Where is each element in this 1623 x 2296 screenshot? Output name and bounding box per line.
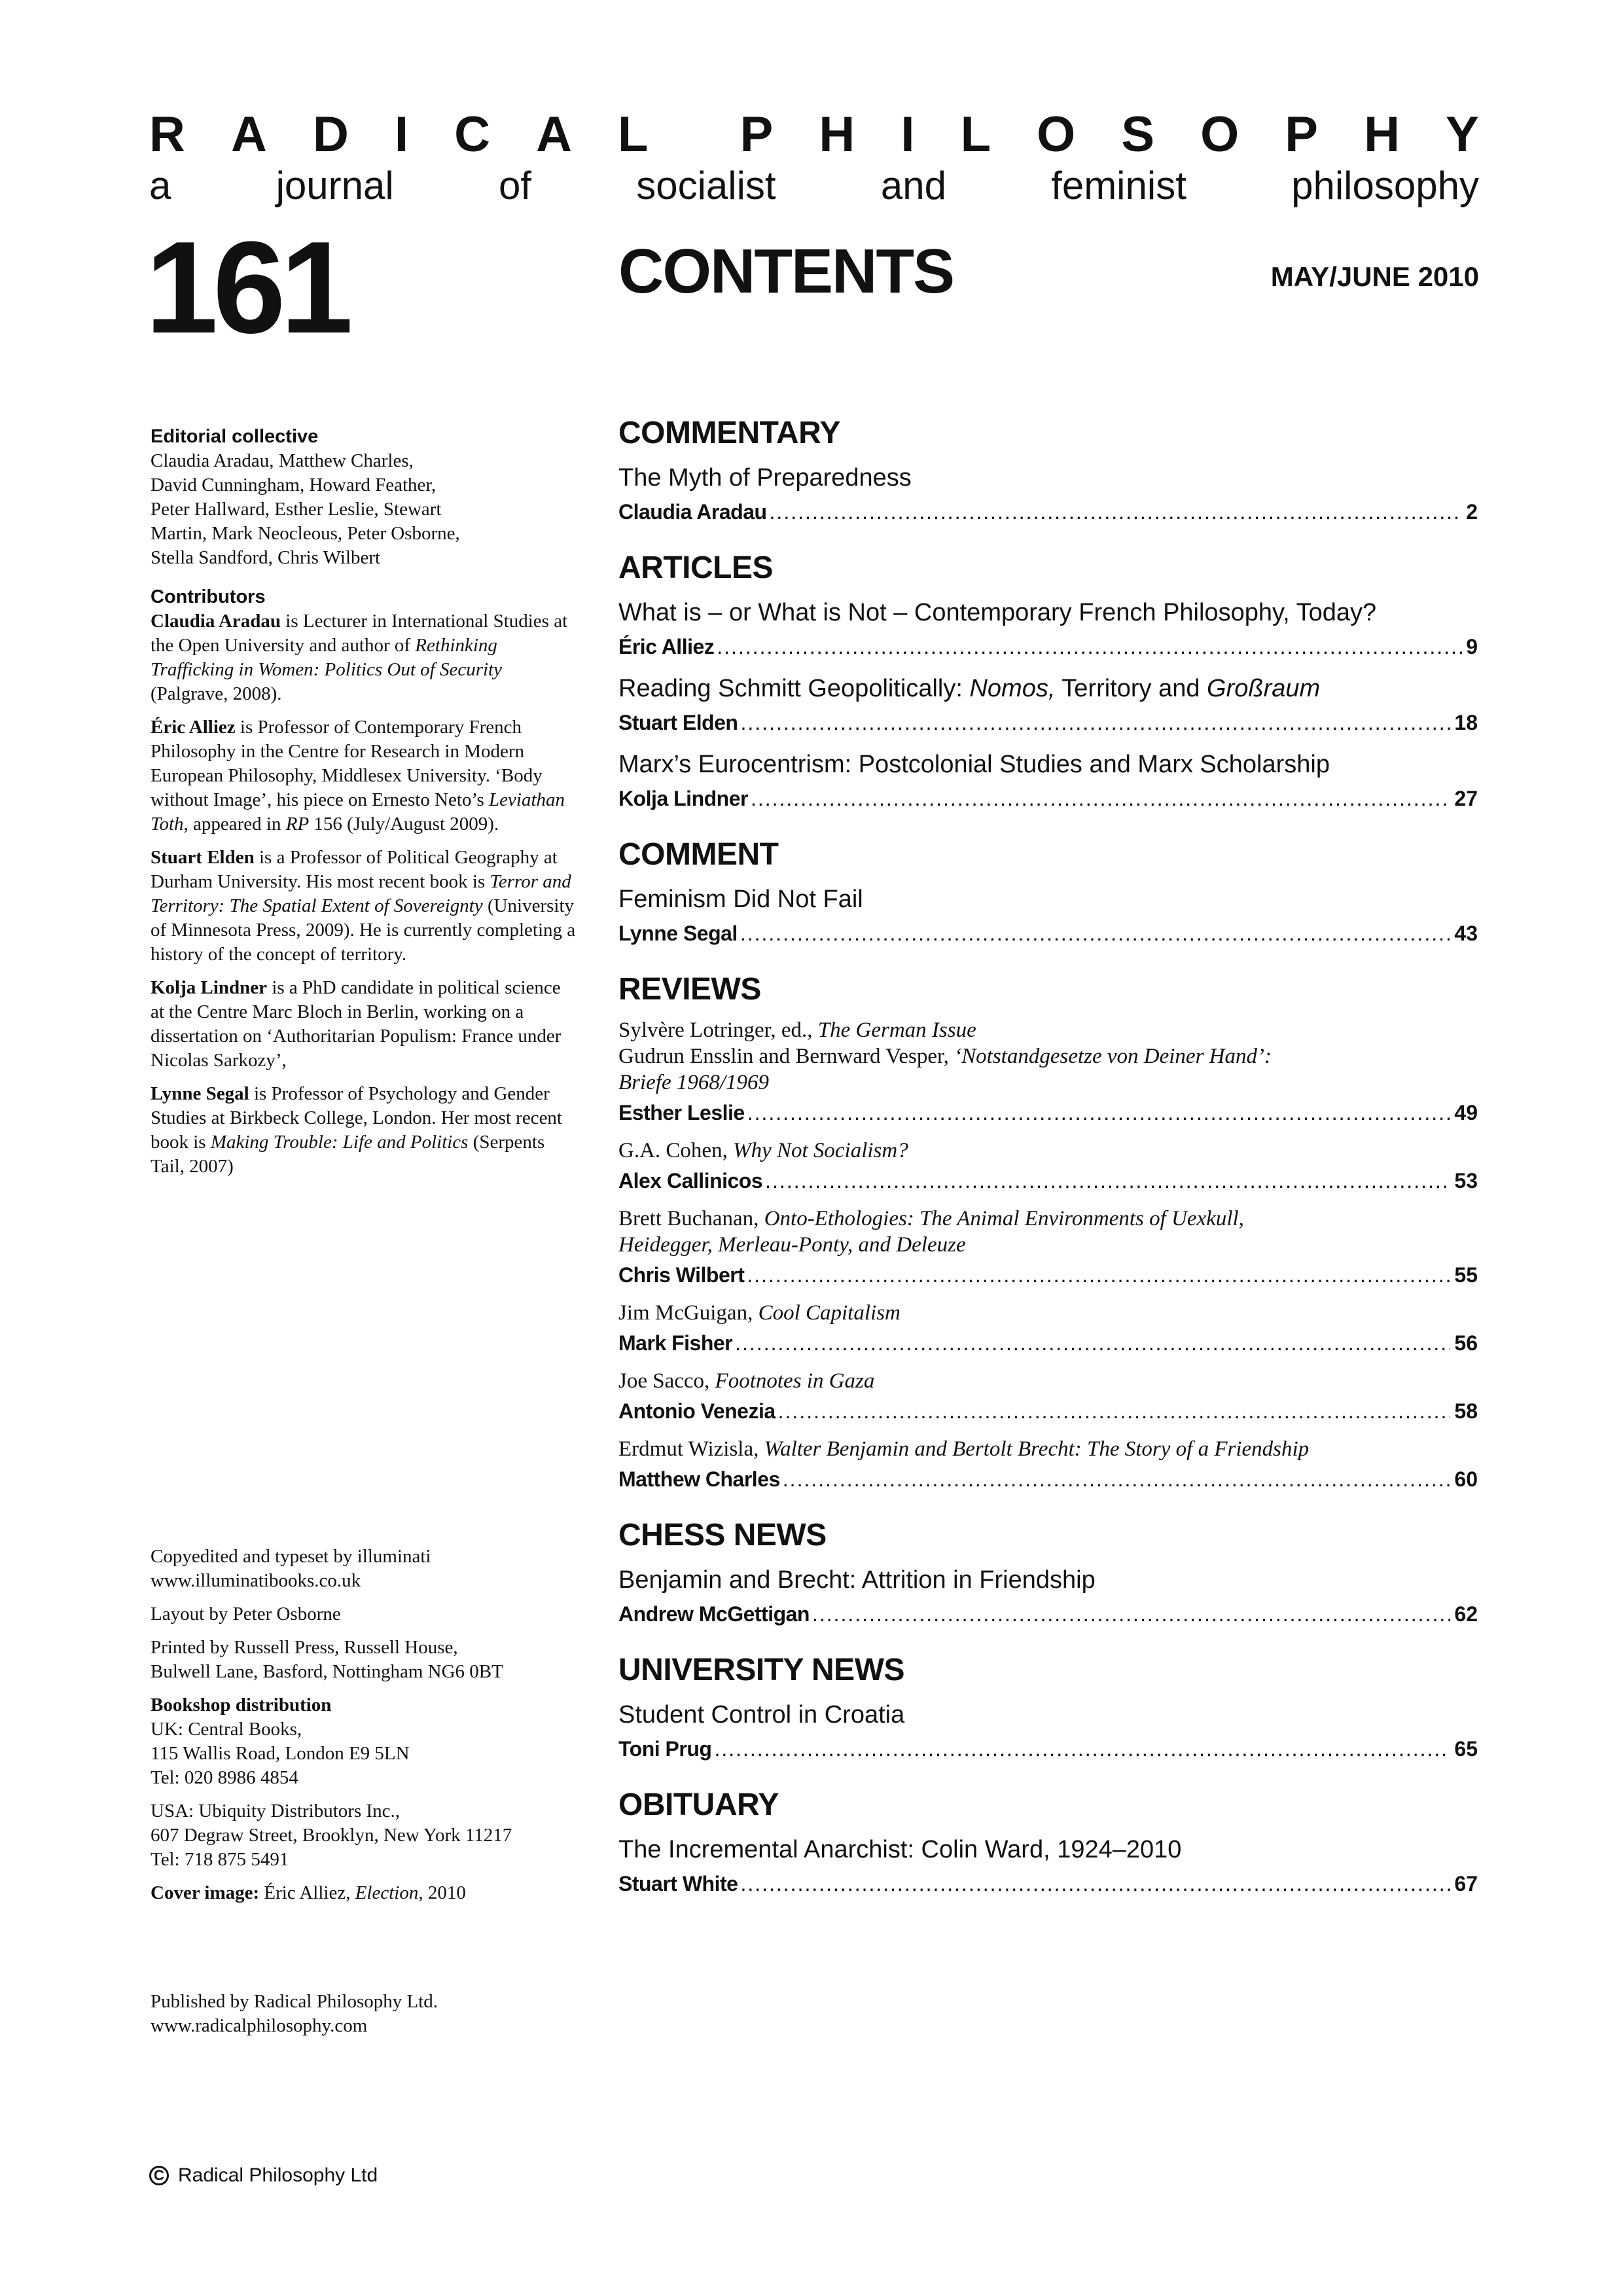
review-author: Sylvère Lotringer, ed., [618,1018,818,1042]
copyright-icon: C [149,2166,169,2185]
entry-author: Esther Leslie [618,1101,745,1124]
review-line [618,1436,1478,1462]
journal-subtitle [149,162,1479,209]
review-book: Cool Capitalism [758,1301,901,1325]
entry-title: The Incremental Anarchist: Colin Ward, 1924–2010 [618,1836,1182,1863]
entry-title: Student Control in Croatia [618,1701,905,1729]
entry-page: 60 [1454,1467,1478,1491]
bio-text: 156 (July/August 2009). [313,814,499,834]
entry-author: Claudia Aradau [618,500,767,524]
copyright [149,2162,378,2189]
colophon-line: UK: Central Books, [151,1719,302,1740]
entry-page: 67 [1454,1872,1478,1895]
section-comment [618,834,1478,950]
entry-title: Marx’s Eurocentrism: Postcolonial Studies and Marx Scholarship [618,751,1330,778]
bio-text: is Professor of Contemporary French Philosophy in the Centre for Research in Modern European Philosophy, Middlesex University. ‘Body without Image’, his piece on Ernesto Neto’s [151,717,543,810]
entry-title-italic: Großraum [1207,675,1321,702]
section-heading: COMMENT [618,837,779,872]
contributor-bio [151,1082,576,1179]
entry-title: The Myth of Preparedness [618,464,912,492]
entry-author: Stuart White [618,1872,738,1895]
colophon-line: Tel: 718 875 5491 [151,1849,289,1870]
entry-page: 2 [1466,500,1478,524]
toc-entry[interactable] [618,1563,1478,1631]
review-line [618,1206,1478,1232]
colophon-line: 607 Degraw Street, Brooklyn, New York 11217 [151,1825,512,1846]
subtitle-word: journal [276,164,394,207]
contributor-name: Claudia Aradau [151,611,281,632]
contributor-bio [151,976,576,1073]
section-reviews [618,969,1478,1496]
title-letter: H [1364,107,1400,162]
title-letter: D [312,107,349,162]
colophon-line: Printed by Russell Press, Russell House, [151,1637,458,1658]
subtitle-word: feminist [1051,164,1186,207]
sidebar [151,424,576,1188]
section-chess-news [618,1515,1478,1631]
section-heading: REVIEWS [618,972,761,1007]
section-heading: UNIVERSITY NEWS [618,1653,905,1687]
title-letter: P [740,107,774,162]
review-line [618,1138,1478,1164]
title-letter: R [149,107,185,162]
entry-title: Feminism Did Not Fail [618,886,863,913]
contributor-name: Lynne Segal [151,1083,249,1104]
subtitle-word: philosophy [1291,164,1479,207]
toc-entry[interactable] [618,672,1478,740]
entry-title [618,672,1478,706]
review-line [618,1232,1478,1258]
title-letter: A [536,107,572,162]
review-line [618,1017,1478,1043]
section-commentary [618,412,1478,529]
entry-author: Toni Prug [618,1737,712,1761]
subtitle-word: socialist [636,164,776,207]
section-articles [618,547,1478,816]
publisher-info [151,1990,596,2038]
entry-page: 55 [1454,1263,1478,1287]
section-heading: COMMENTARY [618,416,840,450]
review-line [618,1368,1478,1394]
review-author: Brett Buchanan, [618,1207,764,1230]
title-letter: H [819,107,855,162]
review-author: G.A. Cohen, [618,1139,734,1162]
issue-date: MAY/JUNE 2010 [1270,261,1479,292]
entry-page: 65 [1454,1737,1478,1761]
entry-page: 58 [1454,1399,1478,1423]
toc-entry[interactable] [618,747,1478,816]
title-letter: C [454,107,490,162]
book-title: Making Trouble: Life and Politics [210,1132,469,1153]
journal-abbrev: RP [285,814,310,834]
entry-author: Alex Callinicos [618,1169,763,1193]
cover-label: Cover image: [151,1882,260,1903]
book-title: Leviathan Toth [151,789,565,834]
review-book: Footnotes in Gaza [715,1369,875,1393]
review-book: Briefe 1968/1969 [618,1071,770,1094]
section-heading: ARTICLES [618,550,773,585]
title-letter: O [1037,107,1076,162]
entry-author: Éric Alliez [618,635,715,658]
editorial-line: David Cunningham, Howard Feather, [151,475,437,495]
contributor-name: Kolja Lindner [151,977,268,998]
review-author: Erdmut Wizisla, [618,1437,764,1461]
contents-heading: CONTENTS [618,236,954,306]
title-letter: L [960,107,991,162]
colophon-line: Layout by Peter Osborne [151,1604,341,1624]
review-book: The German Issue [817,1018,976,1042]
toc-entry[interactable] [618,1436,1478,1496]
table-of-contents [618,412,1478,1919]
subtitle-word: of [498,164,531,207]
bio-text: is a Professor of Political Geography at Durham University. His most recent book is [151,847,558,892]
colophon [151,1545,596,1905]
toc-entry[interactable] [618,1017,1478,1130]
editorial-heading: Editorial collective [151,426,319,447]
book-title: Rethinking Trafficking in Women: Politics Out of Security [151,635,502,680]
review-author: Gudrun Ensslin and Bernward Vesper, [618,1045,955,1068]
bio-text: Studies at the Open University and author of [151,611,568,656]
cover-work: Election [355,1882,419,1903]
entry-author: Chris Wilbert [618,1263,745,1287]
colophon-line: Bulwell Lane, Basford, Nottingham NG6 0BT [151,1661,503,1682]
toc-entry[interactable] [618,1833,1478,1901]
entry-title-italic: Nomos, [969,675,1056,702]
bio-text: , appeared in [183,814,281,834]
entry-author: Mark Fisher [618,1331,733,1355]
copyright-text: Radical Philosophy Ltd [178,2164,378,2186]
colophon-line: www.illuminatibooks.co.uk [151,1570,361,1591]
toc-entry[interactable] [618,461,1478,529]
colophon-line: 115 Wallis Road, London E9 5LN [151,1743,410,1764]
toc-entry[interactable] [618,596,1478,664]
entry-page: 43 [1454,922,1478,945]
review-book: Heidegger, Merleau-Ponty, and Deleuze [618,1233,966,1257]
editorial-line: Martin, Mark Neocleous, Peter Osborne, [151,523,460,544]
toc-entry[interactable] [618,1368,1478,1428]
subtitle-word: a [149,164,171,207]
review-book: Onto-Ethologies: The Animal Environments of Uexkull, [764,1207,1244,1230]
entry-page: 53 [1454,1169,1478,1193]
cover-year: , 2010 [418,1882,466,1903]
entry-title: Benjamin and Brecht: Attrition in Friendship [618,1566,1096,1594]
contributors-heading: Contributors [151,586,266,607]
entry-page: 18 [1454,711,1478,734]
review-author: Jim McGuigan, [618,1301,758,1325]
review-line [618,1300,1478,1326]
section-university-news [618,1649,1478,1766]
colophon-line: Tel: 020 8986 4854 [151,1767,298,1788]
entry-title-part: Reading Schmitt Geopolitically: [618,675,970,702]
title-letter: S [1121,107,1155,162]
contributor-bio [151,715,576,836]
review-line [618,1069,1478,1096]
cover-credit [151,1881,596,1905]
entry-author: Andrew McGettigan [618,1602,810,1626]
bookshop-heading: Bookshop distribution [151,1695,332,1715]
entry-page: 56 [1454,1331,1478,1355]
publisher-url: www.radicalphilosophy.com [151,2015,368,2036]
section-heading: CHESS NEWS [618,1518,827,1552]
review-book: ‘Notstandgesetze von Deiner Hand’: [954,1045,1272,1068]
review-author: Joe Sacco, [618,1369,715,1393]
toc-entry[interactable] [618,1138,1478,1198]
entry-author: Antonio Venezia [618,1399,776,1423]
entry-page: 9 [1466,635,1478,658]
editorial-line: Claudia Aradau, Matthew Charles, [151,450,414,471]
toc-entry[interactable] [618,1300,1478,1360]
entry-title-part: Territory and [1055,675,1207,702]
review-line [618,1043,1478,1069]
issue-number: 161 [145,215,348,361]
bio-text: (Palgrave, 2008). [151,683,282,704]
title-letter: L [618,107,649,162]
toc-entry[interactable] [618,882,1478,950]
publisher-line: Published by Radical Philosophy Ltd. [151,1991,438,2012]
bio-text: is Professor of Psychology and Gender Studies at Birkbeck College, London. Her most recent book is [151,1083,562,1153]
contributor-name: Stuart Elden [151,847,255,868]
entry-title: What is – or What is Not – Contemporary French Philosophy, Today? [618,599,1377,626]
review-book: Why Not Socialism? [733,1139,908,1162]
contributor-bio [151,846,576,967]
title-letter: P [1285,107,1318,162]
contributor-name: Éric Alliez [151,717,236,738]
title-letter: I [394,107,409,162]
review-book: Walter Benjamin and Bertolt Brecht: The Story of a Friendship [764,1437,1310,1461]
toc-entry[interactable] [618,1698,1478,1766]
entry-page: 62 [1454,1602,1478,1626]
entry-author: Matthew Charles [618,1467,780,1491]
entry-author: Stuart Elden [618,711,738,734]
title-letter: I [901,107,915,162]
editorial-line: Stella Sandford, Chris Wilbert [151,547,381,568]
bio-text: (University of Minnesota Press, 2009). He is currently completing a history of the concept of territory. [151,895,576,965]
contributor-bio [151,609,576,706]
section-obituary [618,1784,1478,1901]
title-letter: A [230,107,267,162]
toc-entry[interactable] [618,1206,1478,1292]
title-letter: O [1200,107,1240,162]
bio-text: (Serpents Tail, 2007) [151,1132,545,1177]
subtitle-word: and [880,164,946,207]
entry-author: Kolja Lindner [618,787,748,810]
entry-page: 27 [1454,787,1478,810]
editorial-line: Peter Hallward, Esther Leslie, Stewart [151,499,442,520]
bio-text: is a PhD candidate in political science at the Centre Marc Bloch in Berlin, working on a dissertation on ‘Authoritarian Populism: France under Nicolas Sarkozy’, [151,977,562,1071]
title-letter: Y [1446,107,1479,162]
book-title: Terror and Territory: The Spatial Extent of Sovereignty [151,871,571,916]
journal-title [149,105,1479,165]
section-heading: OBITUARY [618,1787,779,1822]
entry-author: Lynne Segal [618,922,738,945]
bio-text: is Lecturer in International [285,611,489,632]
entry-page: 49 [1454,1101,1478,1124]
colophon-line: USA: Ubiquity Distributors Inc., [151,1801,401,1821]
colophon-line: Copyedited and typeset by illuminati [151,1546,431,1567]
cover-artist: Éric Alliez, [264,1882,351,1903]
